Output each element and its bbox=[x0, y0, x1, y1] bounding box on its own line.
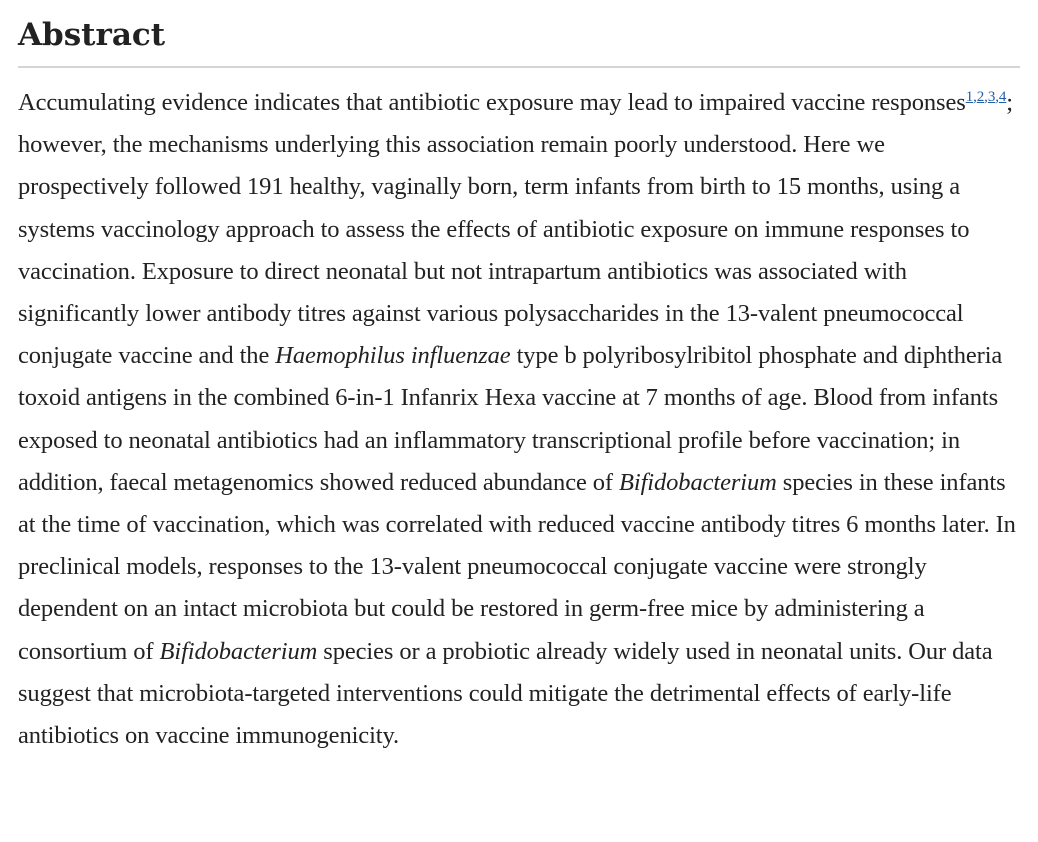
species-name-haemophilus: Haemophilus influenzae bbox=[275, 342, 511, 370]
species-name-bifidobacterium: Bifidobacterium bbox=[619, 468, 777, 496]
reference-link-4[interactable]: 4 bbox=[998, 89, 1007, 105]
abstract-text-part-4: species in these infants at the time of vaccination, which was correlated with reduced vaccine antibody titres 6 months later. In preclinical models, responses to the 13-valent pneumococcal conjugate vaccine were strongly dependent on an intact microbiota but could be restored in germ-free mice by administering a consortium of bbox=[18, 468, 1016, 665]
abstract-section bbox=[18, 14, 1020, 757]
abstract-text-part-5: species or a probiotic already widely used in neonatal units. Our data suggest that microbiota-targeted interventions could mitigate the detrimental effects of early-life antibiotics on vaccine immunogenicity. bbox=[18, 637, 993, 750]
reference-link-1[interactable]: 1 bbox=[965, 89, 974, 105]
abstract-heading: Abstract bbox=[18, 14, 1020, 68]
reference-separator: , bbox=[973, 89, 977, 105]
abstract-text-part-2: ; however, the mechanisms underlying this association remain poorly understood. Here we prospectively followed 191 healthy, vaginally born, term infants from birth to 15 months, using a systems vaccinology approach to assess the effects of antibiotic exposure on immune responses to vaccination. Exposure to direct neonatal but not intrapartum antibiotics was associated with significantly lower antibody titres against various polysaccharides in the 13-valent pneumococcal conjugate vaccine and the bbox=[18, 89, 1014, 370]
abstract-text-part-3: type b polyribosylribitol phosphate and diphtheria toxoid antigens in the combined 6-in-1 Infanrix Hexa vaccine at 7 months of age. Blood from infants exposed to neonatal antibiotics had an inflammatory transcriptional profile before vaccination; in addition, faecal metagenomics showed reduced abundance of bbox=[18, 342, 1003, 496]
abstract-text bbox=[18, 82, 1020, 757]
abstract-text-part-1: Accumulating evidence indicates that antibiotic exposure may lead to impaired vaccine responses bbox=[18, 89, 966, 116]
species-name-bifidobacterium-2: Bifidobacterium bbox=[159, 637, 318, 665]
reference-separator: , bbox=[995, 89, 999, 105]
reference-link-3[interactable]: 3 bbox=[987, 89, 996, 105]
reference-citations bbox=[966, 89, 1007, 105]
reference-link-2[interactable]: 2 bbox=[976, 89, 985, 105]
reference-separator: , bbox=[984, 89, 988, 105]
